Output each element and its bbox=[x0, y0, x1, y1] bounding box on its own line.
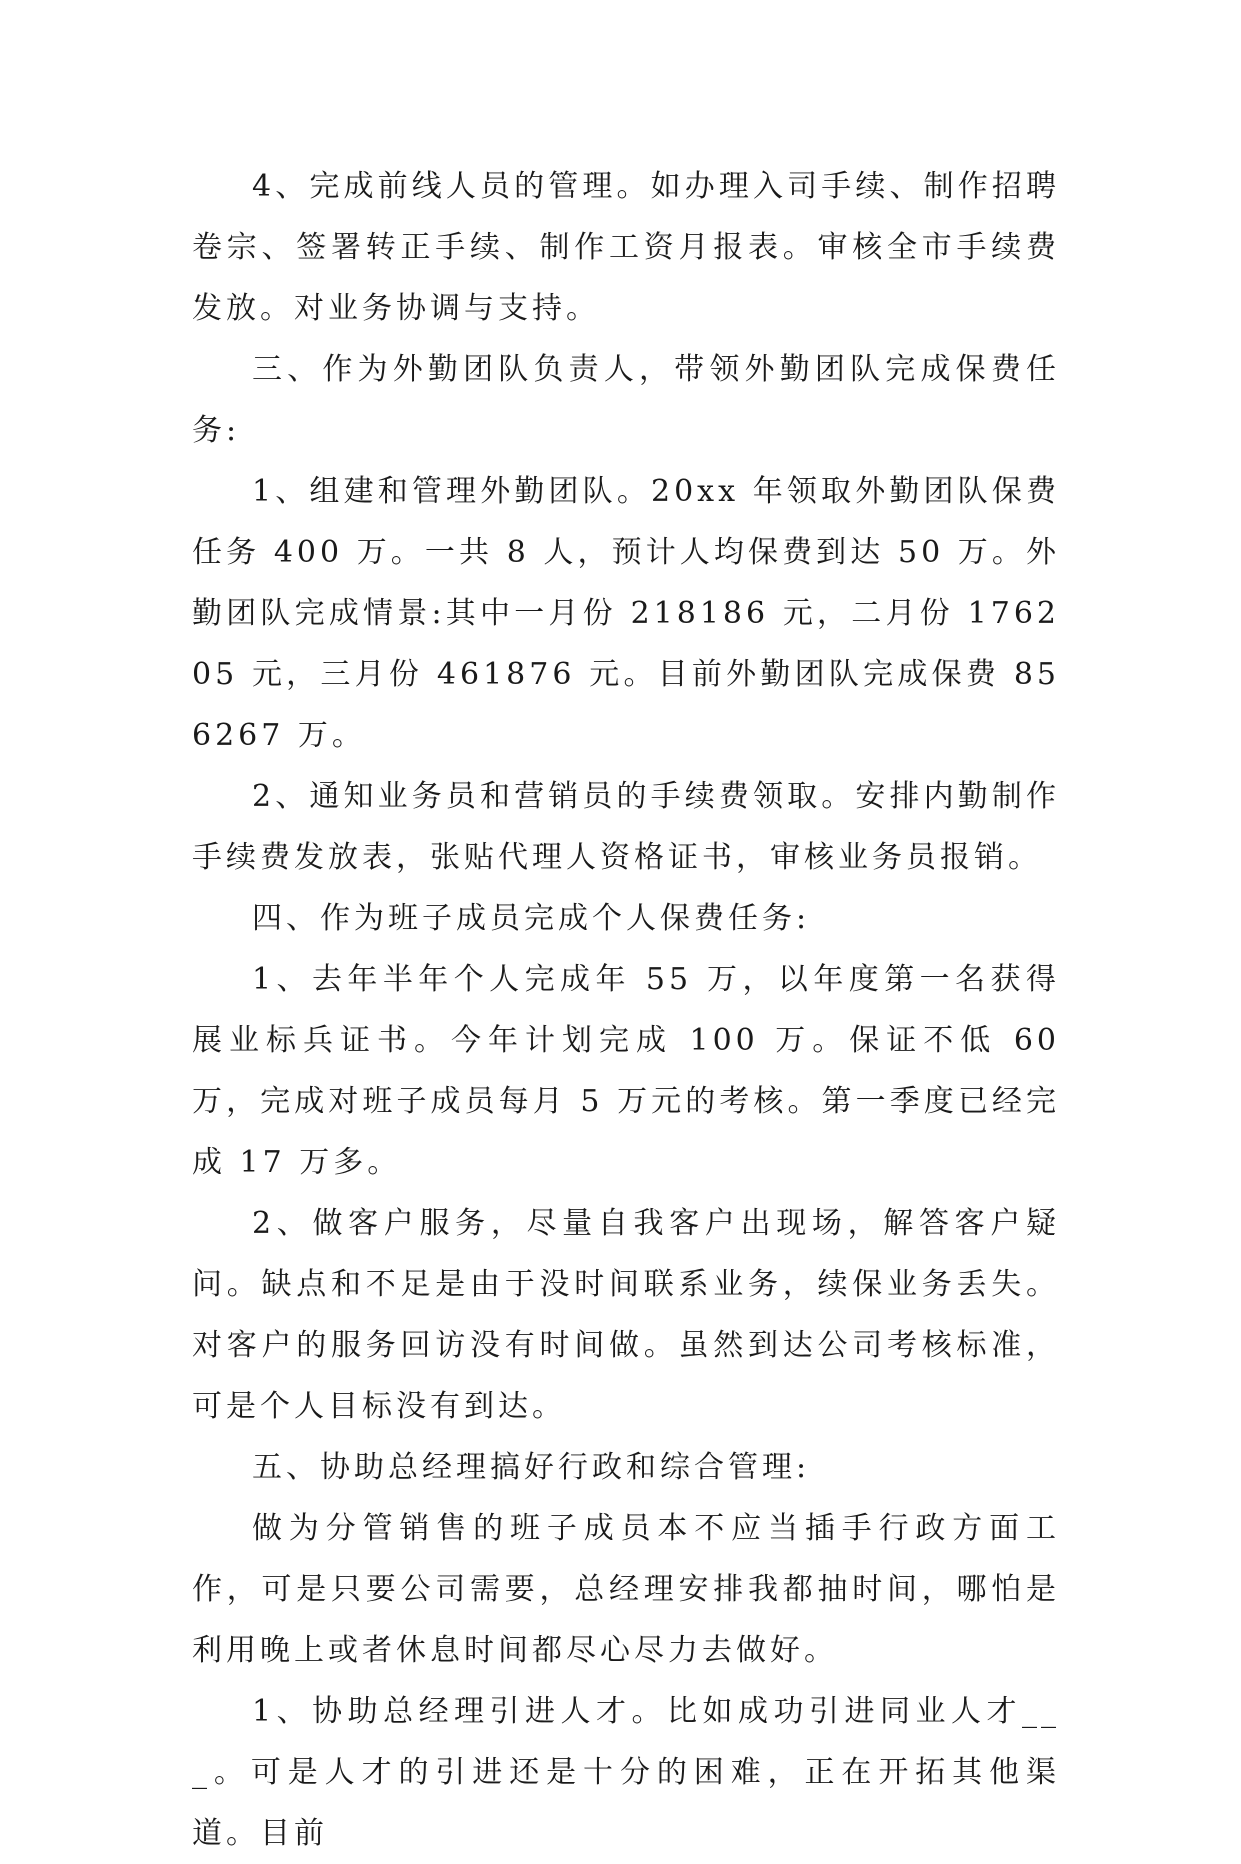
paragraph-customer-service: 2、做客户服务，尽量自我客户出现场，解答客户疑问。缺点和不足是由于没时间联系业务，续保业务丢失。对客户的服务回访没有时间做。虽然到达公司考核标准，可是个人目标没有到达。 bbox=[192, 1206, 1060, 1424]
paragraph-commission-notice: 2、通知业务员和营销员的手续费领取。安排内勤制作手续费发放表，张贴代理人资格证书，审核业务员报销。 bbox=[192, 779, 1060, 875]
paragraph-talent-recruitment: 1、协助总经理引进人才。比如成功引进同业人才___。可是人才的引进还是十分的困难，正在开拓其他渠道。目前 bbox=[192, 1694, 1060, 1851]
paragraph-team-building: 1、组建和管理外勤团队。20xx 年领取外勤团队保费任务 400 万。一共 8 人，预计人均保费到达 50 万。外勤团队完成情景:其中一月份 218186 元，二月份 176205 元，三月份 461876 元。目前外勤团队完成保费 856267 万。 bbox=[192, 474, 1060, 753]
heading-section-five: 五、协助总经理搞好行政和综合管理: bbox=[252, 1450, 811, 1485]
paragraph-personal-premium: 1、去年半年个人完成年 55 万，以年度第一名获得展业标兵证书。今年计划完成 100 万。保证不低 60 万，完成对班子成员每月 5 万元的考核。第一季度已经完成 17 万多。 bbox=[192, 962, 1060, 1180]
heading-section-three: 三、作为外勤团队负责人，带领外勤团队完成保费任务: bbox=[192, 352, 1060, 448]
paragraph-administration: 做为分管销售的班子成员本不应当插手行政方面工作，可是只要公司需要，总经理安排我都抽时间，哪怕是利用晚上或者休息时间都尽心尽力去做好。 bbox=[192, 1511, 1060, 1668]
heading-section-four: 四、作为班子成员完成个人保费任务: bbox=[252, 901, 811, 936]
paragraph-front-line-management: 4、完成前线人员的管理。如办理入司手续、制作招聘卷宗、签署转正手续、制作工资月报表。审核全市手续费发放。对业务协调与支持。 bbox=[192, 169, 1060, 326]
document-body bbox=[192, 156, 1060, 1864]
